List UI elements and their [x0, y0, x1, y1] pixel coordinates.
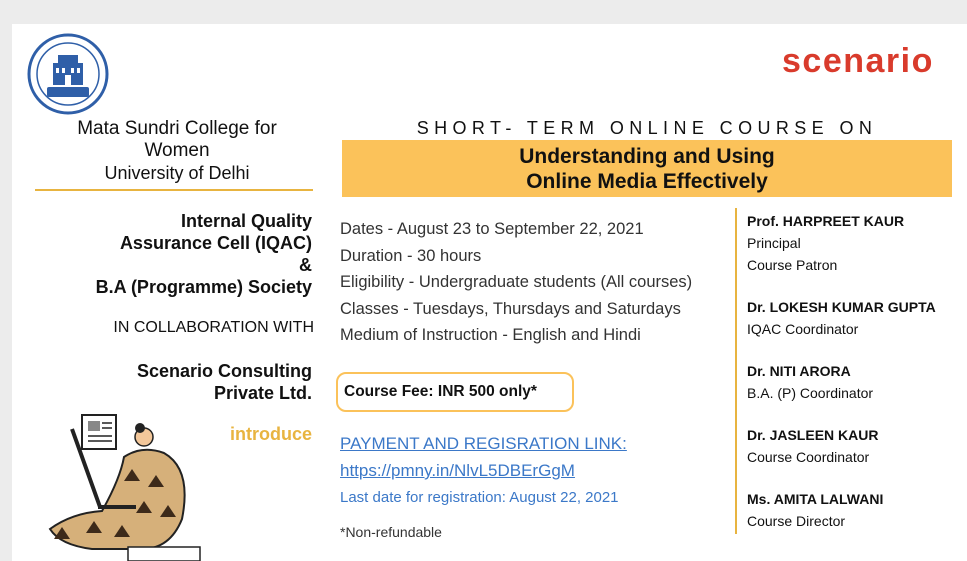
iqac-name [12, 210, 312, 298]
person-role: Principal [747, 235, 801, 251]
course-title-line1: Understanding and Using [519, 145, 775, 168]
detail-dates: Dates - August 23 to September 22, 2021 [340, 220, 644, 238]
person-iqac-coordinator [747, 296, 962, 340]
person-role: B.A. (P) Coordinator [747, 385, 874, 401]
college-name-line2: Women [144, 140, 210, 161]
college-university: University of Delhi [104, 163, 250, 183]
person-with-laptop-icon [32, 409, 212, 561]
society-name: B.A (Programme) Society [95, 277, 312, 297]
non-refundable-note: *Non-refundable [340, 524, 442, 540]
person-name: Prof. HARPREET KAUR [747, 213, 905, 229]
brand-logo: scenario [782, 42, 934, 80]
registration-last-date: Last date for registration: August 22, 2021 [340, 489, 619, 506]
ampersand: & [299, 255, 312, 275]
partner-line1: Scenario Consulting [136, 361, 312, 381]
collaboration-label: IN COLLABORATION WITH [113, 319, 314, 336]
divider [35, 189, 313, 191]
person-course-coordinator [747, 424, 962, 468]
iqac-line2: Assurance Cell (IQAC) [119, 233, 312, 253]
college-name [32, 118, 322, 184]
people-list [747, 210, 962, 552]
college-seal-icon [27, 33, 109, 115]
course-fee-box: Course Fee: INR 500 only* [336, 372, 574, 412]
person-role: Course Patron [747, 257, 838, 273]
person-name: Dr. JASLEEN KAUR [747, 427, 879, 443]
vertical-divider [735, 208, 737, 534]
college-name-line1: Mata Sundri College for [77, 118, 277, 139]
payment-link[interactable]: https://pmny.in/NlvL5DBErGgM [340, 461, 575, 480]
person-patron [747, 210, 962, 276]
partner-line2: Private Ltd. [213, 383, 312, 403]
detail-eligibility: Eligibility - Undergraduate students (All courses) [340, 273, 693, 291]
person-role: IQAC Coordinator [747, 321, 859, 337]
course-details [340, 216, 692, 349]
person-course-director [747, 488, 962, 532]
person-role: Course Coordinator [747, 449, 870, 465]
course-heading: SHORT- TERM ONLINE COURSE ON [416, 118, 878, 138]
person-role: Course Director [747, 513, 846, 529]
partner-name [12, 360, 312, 404]
iqac-line1: Internal Quality [180, 211, 312, 231]
detail-medium: Medium of Instruction - English and Hindi [340, 326, 641, 344]
person-name: Ms. AMITA LALWANI [747, 491, 884, 507]
introduce-label: introduce [229, 424, 312, 444]
person-name: Dr. LOKESH KUMAR GUPTA [747, 299, 936, 315]
person-name: Dr. NITI ARORA [747, 363, 851, 379]
course-title-line2: Online Media Effectively [526, 170, 768, 193]
course-title-box [342, 140, 952, 197]
detail-duration: Duration - 30 hours [340, 246, 482, 265]
poster [12, 24, 967, 561]
person-bap-coordinator [747, 360, 962, 404]
payment-heading[interactable]: PAYMENT AND REGISRATION LINK: [340, 434, 627, 453]
detail-classes: Classes - Tuesdays, Thursdays and Saturdays [340, 299, 681, 318]
